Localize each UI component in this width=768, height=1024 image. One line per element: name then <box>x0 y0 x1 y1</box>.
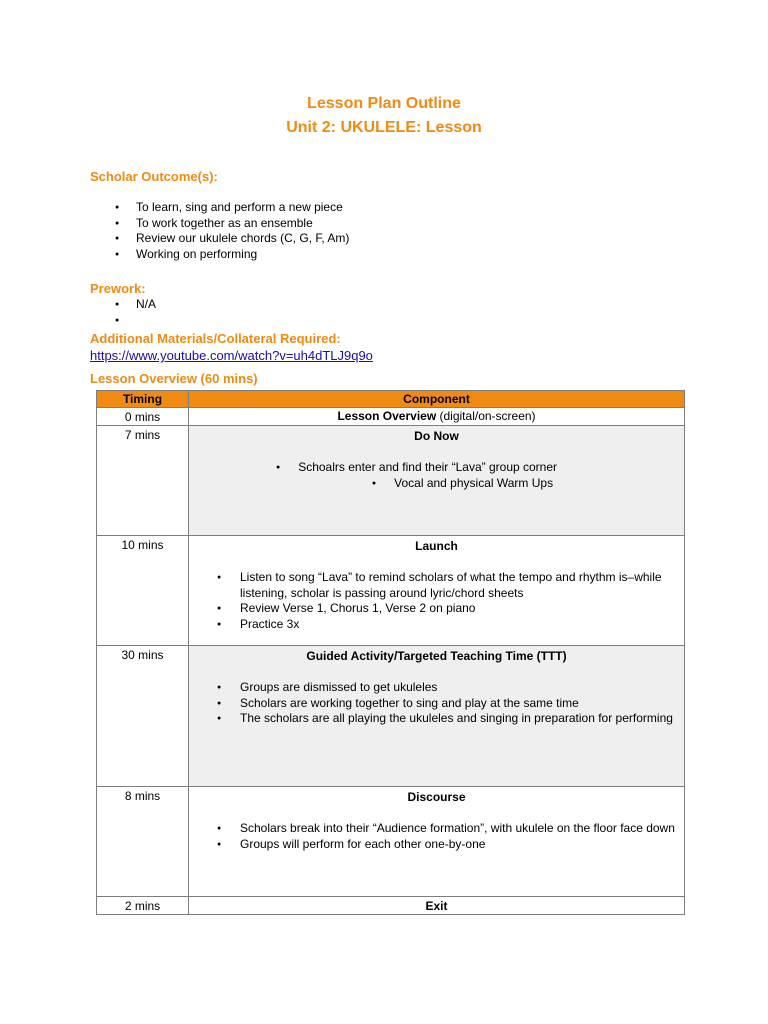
list-item: ● Scholars are working together to sing and play at the same time <box>189 696 684 712</box>
component-title: Lesson Overview <box>337 409 437 423</box>
timing-cell: 0 mins <box>97 408 189 426</box>
list-item: ● Working on performing <box>90 247 349 263</box>
column-header-timing: Timing <box>97 391 189 408</box>
table-row <box>97 646 685 787</box>
list-item: ● Groups will perform for each other one-by-one <box>189 837 684 853</box>
list-item: ● Review Verse 1, Chorus 1, Verse 2 on piano <box>189 601 684 617</box>
outcomes-heading: Scholar Outcome(s): <box>90 169 218 184</box>
overview-heading: Lesson Overview (60 mins) <box>90 371 258 386</box>
prework-list <box>90 297 156 328</box>
component-bullets <box>189 570 684 632</box>
table-row <box>97 426 685 536</box>
table-row <box>97 897 685 915</box>
timing-cell: 10 mins <box>97 536 189 646</box>
list-item: ● Review our ukulele chords (C, G, F, Am) <box>90 231 349 247</box>
component-cell <box>189 408 685 426</box>
timing-cell: 30 mins <box>97 646 189 787</box>
column-header-component: Component <box>189 391 685 408</box>
list-item <box>90 313 156 329</box>
youtube-link[interactable]: https://www.youtube.com/watch?v=uh4dTLJ9q9o <box>90 348 373 363</box>
prework-heading: Prework: <box>90 281 146 296</box>
component-cell <box>189 536 685 646</box>
list-item: ● To learn, sing and perform a new piece <box>90 200 349 216</box>
table-header-row <box>97 391 685 408</box>
list-item: ● N/A <box>90 297 156 313</box>
component-title: Launch <box>415 539 458 553</box>
list-item: ● The scholars are all playing the ukuleles and singing in preparation for performing <box>189 711 684 727</box>
list-item: ● Listen to song “Lava” to remind scholars of what the tempo and rhythm is–while listening, scholar is passing around lyric/chord sheets <box>189 570 684 601</box>
lesson-overview-table <box>96 390 685 915</box>
component-title: Guided Activity/Targeted Teaching Time (TTT) <box>306 649 567 663</box>
component-title: Do Now <box>414 429 459 443</box>
table-row <box>97 408 685 426</box>
outcomes-list <box>90 200 349 262</box>
component-cell <box>189 426 685 536</box>
component-title: Exit <box>425 899 448 913</box>
list-item: ● Vocal and physical Warm Ups <box>371 475 554 490</box>
component-cell <box>189 646 685 787</box>
page-title: Lesson Plan Outline <box>307 95 461 112</box>
timing-cell: 2 mins <box>97 897 189 915</box>
component-title-suffix: (digital/on-screen) <box>436 409 536 423</box>
component-cell <box>189 787 685 897</box>
component-title: Discourse <box>407 790 466 804</box>
page-subtitle: Unit 2: UKULELE: Lesson <box>286 119 482 136</box>
timing-cell: 7 mins <box>97 426 189 536</box>
list-item: ● Practice 3x <box>189 617 684 633</box>
timing-cell: 8 mins <box>97 787 189 897</box>
component-bullets <box>189 821 684 852</box>
list-item: ● To work together as an ensemble <box>90 216 349 232</box>
table-row <box>97 536 685 646</box>
materials-heading: Additional Materials/Collateral Required: <box>90 331 341 346</box>
component-bullets <box>189 680 684 727</box>
list-item: ● Scholars break into their “Audience formation”, with ukulele on the floor face down <box>189 821 684 837</box>
table-row <box>97 787 685 897</box>
list-item: ● Groups are dismissed to get ukuleles <box>189 680 684 696</box>
list-item: ● Schoalrs enter and find their “Lava” group corner <box>275 460 558 474</box>
component-cell <box>189 897 685 915</box>
